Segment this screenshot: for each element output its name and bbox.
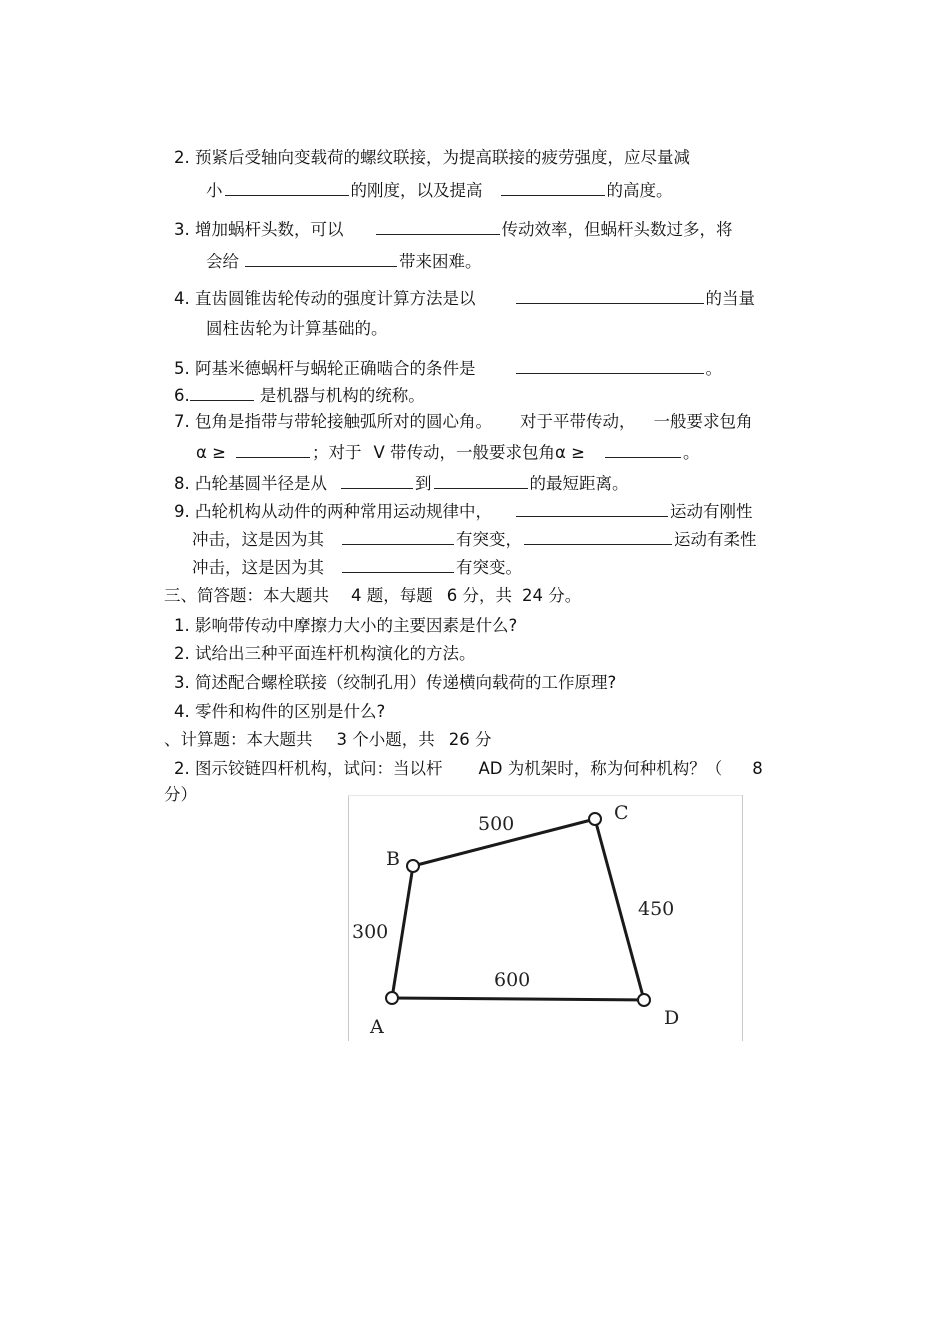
- q4-text-c: 圆柱齿轮为计算基础的。: [206, 319, 388, 338]
- short-q1: 1. 影响带传动中摩擦力大小的主要因素是什么?: [174, 616, 518, 635]
- calc-heading: [164, 729, 492, 751]
- calc-q2-line2: 分）: [164, 785, 197, 804]
- q4-text-a: 4. 直齿圆锥齿轮传动的强度计算方法是以: [174, 289, 476, 308]
- calc-heading-b: 3 个小题，共: [336, 730, 435, 749]
- q3-text-b: 传动效率，但蜗杆头数过多，将: [501, 220, 733, 239]
- length-bc: 500: [478, 813, 515, 835]
- q3-blank-1[interactable]: [376, 217, 500, 235]
- q9-text-d: 有突变，: [456, 530, 522, 549]
- link-cd: [595, 819, 644, 1000]
- q9-blank-2[interactable]: [342, 527, 454, 545]
- joint-b: [407, 860, 419, 872]
- q7-text-g: 。: [682, 443, 700, 462]
- q7-text-b: 对于平带传动，: [520, 412, 636, 431]
- q9-blank-1[interactable]: [516, 499, 668, 517]
- q7-line1: [174, 411, 753, 433]
- q8-blank-2[interactable]: [434, 471, 528, 489]
- q5-text-b: 。: [705, 359, 722, 378]
- length-ad: 600: [494, 969, 531, 991]
- q9-line1: [174, 499, 753, 523]
- q2-line2: [206, 178, 673, 202]
- q4-line2: [206, 318, 388, 340]
- q3-blank-2[interactable]: [245, 249, 397, 267]
- q7-text-d: α ≥: [196, 443, 226, 462]
- q2-text-a: 2. 预紧后受轴向变载荷的螺纹联接，为提高联接的疲劳强度，应尽量减: [174, 148, 690, 167]
- calc-heading-c: 26 分: [448, 730, 492, 749]
- q6-line: [174, 383, 425, 407]
- short-q2: 2. 试给出三种平面连杆机构演化的方法。: [174, 644, 476, 663]
- q2-line1: [174, 147, 690, 169]
- q9-blank-4[interactable]: [342, 555, 454, 573]
- q7-blank-1[interactable]: [236, 440, 310, 458]
- q9-text-f: 冲击，这是因为其: [192, 558, 324, 577]
- q9-text-a: 9. 凸轮机构从动件的两种常用运动规律中，: [174, 502, 492, 521]
- short-heading-b: 4 题，每题: [351, 586, 433, 605]
- q6-text-a: 6.: [174, 386, 190, 405]
- q9-text-b: 运动有刚性: [670, 502, 753, 521]
- q4-line1: [174, 286, 755, 310]
- length-ab: 300: [352, 921, 389, 943]
- label-joint-b: B: [386, 848, 400, 870]
- q4-text-b: 的当量: [705, 289, 755, 308]
- short-heading-d: 24 分。: [522, 586, 582, 605]
- calc-q2-text-b: AD 为机架时，称为何种机构？（: [478, 759, 723, 778]
- short-q3: 3. 简述配合螺栓联接（绞制孔用）传递横向载荷的工作原理?: [174, 673, 617, 692]
- q8-blank-1[interactable]: [341, 471, 413, 489]
- length-cd: 450: [638, 898, 675, 920]
- label-joint-a: A: [370, 1016, 384, 1038]
- q5-blank-1[interactable]: [516, 356, 704, 374]
- four-bar-linkage-figure: [348, 795, 744, 1041]
- joint-d: [638, 994, 650, 1006]
- q9-text-e: 运动有柔性: [674, 530, 757, 549]
- q2-text-b: 小: [206, 181, 223, 200]
- q8-text-c: 的最短距离。: [529, 474, 629, 493]
- q7-text-f: V 带传动，一般要求包角α ≥: [373, 443, 585, 462]
- q9-text-g: 有突变。: [456, 558, 522, 577]
- q9-blank-3[interactable]: [524, 527, 672, 545]
- q2-blank-2[interactable]: [501, 178, 605, 196]
- q5-line: [174, 356, 722, 380]
- short-heading-a: 三、简答题：本大题共: [164, 586, 329, 605]
- calc-q2-text-c: 8: [752, 759, 763, 778]
- calc-heading-a: 、计算题：本大题共: [164, 730, 313, 749]
- calc-q2-line1: [174, 758, 763, 780]
- q8-text-a: 8. 凸轮基圆半径是从: [174, 474, 327, 493]
- q4-blank-1[interactable]: [516, 286, 704, 304]
- q9-text-c: 冲击，这是因为其: [192, 530, 324, 549]
- q9-line2: [192, 527, 757, 551]
- q2-blank-1[interactable]: [225, 178, 349, 196]
- link-ab: [392, 866, 413, 998]
- label-joint-d: D: [664, 1007, 680, 1029]
- q7-text-c: 一般要求包角: [653, 412, 753, 431]
- q7-blank-2[interactable]: [605, 440, 681, 458]
- short-heading-c: 6 分，共: [446, 586, 512, 605]
- q3-text-c: 会给: [206, 252, 239, 271]
- q2-text-c: 的刚度，以及提高: [350, 181, 483, 200]
- joint-c: [589, 813, 601, 825]
- q8-text-b: 到: [415, 474, 432, 493]
- link-ad-frame: [392, 998, 644, 1000]
- q7-text-a: 7. 包角是指带与带轮接触弧所对的圆心角。: [174, 412, 492, 431]
- q8-line: [174, 471, 629, 495]
- calc-q2-text-a: 2. 图示铰链四杆机构，试问：当以杆: [174, 759, 443, 778]
- q6-blank-1[interactable]: [190, 383, 254, 401]
- q7-line2: [196, 440, 699, 464]
- q9-line3: [192, 555, 522, 579]
- joint-a: [386, 992, 398, 1004]
- q5-text-a: 5. 阿基米德蜗杆与蜗轮正确啮合的条件是: [174, 359, 476, 378]
- q3-line1: [174, 217, 733, 241]
- q3-line2: [206, 249, 482, 273]
- q7-text-e: ；对于: [311, 443, 362, 462]
- short-q4: 4. 零件和构件的区别是什么?: [174, 702, 386, 721]
- q3-text-d: 带来困难。: [399, 252, 482, 271]
- q6-text-b: 是机器与机构的统称。: [259, 386, 425, 405]
- label-joint-c: C: [614, 802, 629, 824]
- q2-text-d: 的高度。: [606, 181, 673, 200]
- short-answer-heading: [164, 585, 581, 607]
- q3-text-a: 3. 增加蜗杆头数，可以: [174, 220, 344, 239]
